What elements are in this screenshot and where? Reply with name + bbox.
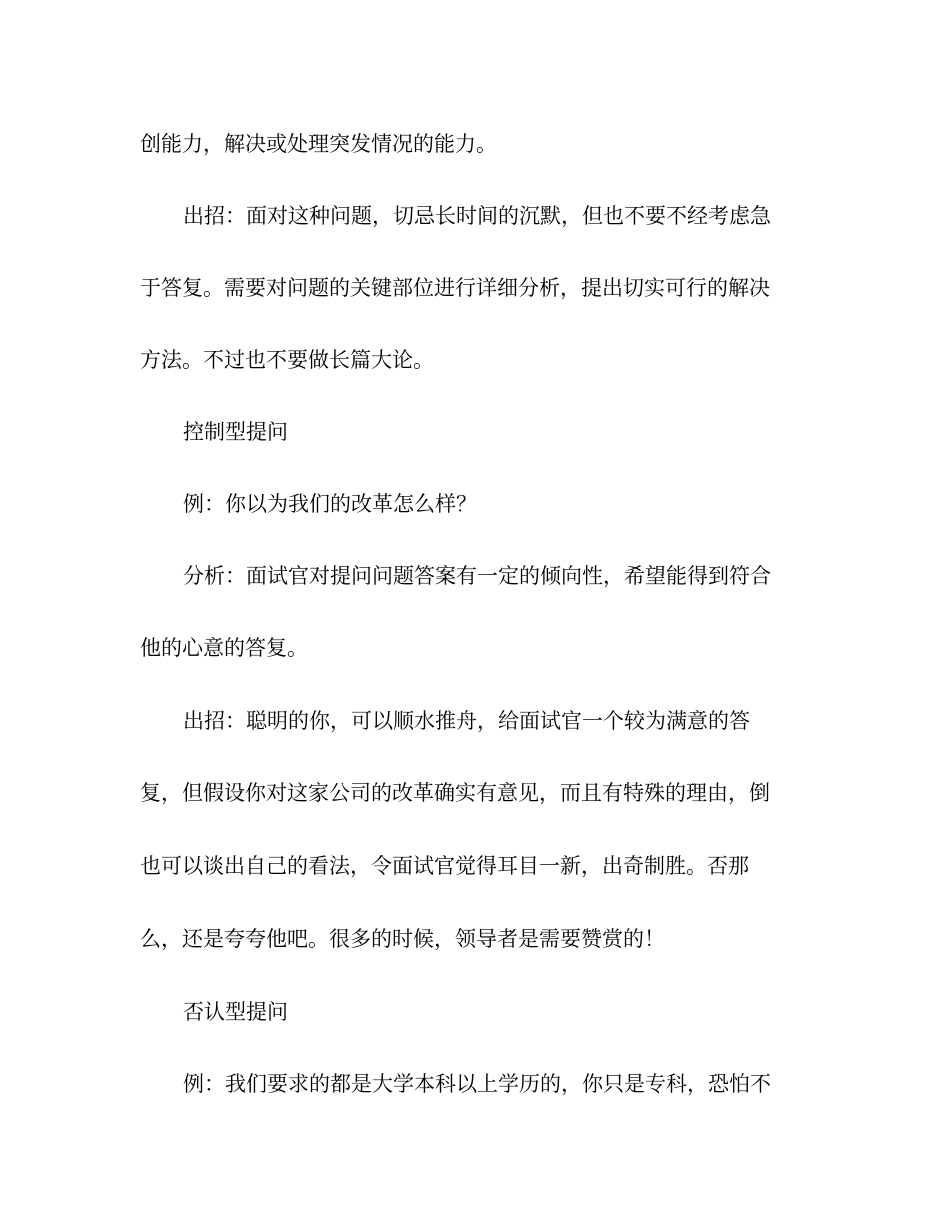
text-line: 也可以谈出自己的看法，令面试官觉得耳目一新，出奇制胜。否那 xyxy=(140,854,749,878)
text-line: 复，但假设你对这家公司的改革确实有意见，而且有特殊的理由，倒 xyxy=(140,781,770,805)
text-line: 分析：面试官对提问问题答案有一定的倾向性，希望能得到符合 xyxy=(183,564,771,588)
text-line: 创能力，解决或处理突发情况的能力。 xyxy=(140,132,497,156)
text-line: 例：你以为我们的改革怎么样？ xyxy=(183,492,477,516)
section-heading: 控制型提问 xyxy=(183,420,288,444)
text-line: 他的心意的答复。 xyxy=(140,636,308,660)
text-line: 出招：面对这种问题，切忌长时间的沉默，但也不要不经考虑急 xyxy=(183,204,771,228)
text-line: 方法。不过也不要做长篇大论。 xyxy=(140,348,434,372)
text-line: 于答复。需要对问题的关键部位进行详细分析，提出切实可行的解决 xyxy=(140,276,770,300)
text-line: 么，还是夸夸他吧。很多的时候，领导者是需要赞赏的！ xyxy=(140,927,665,951)
text-line: 出招：聪明的你，可以顺水推舟，给面试官一个较为满意的答 xyxy=(183,709,750,733)
section-heading: 否认型提问 xyxy=(183,1000,288,1024)
text-line: 例：我们要求的都是大学本科以上学历的，你只是专科，恐怕不 xyxy=(183,1072,771,1096)
